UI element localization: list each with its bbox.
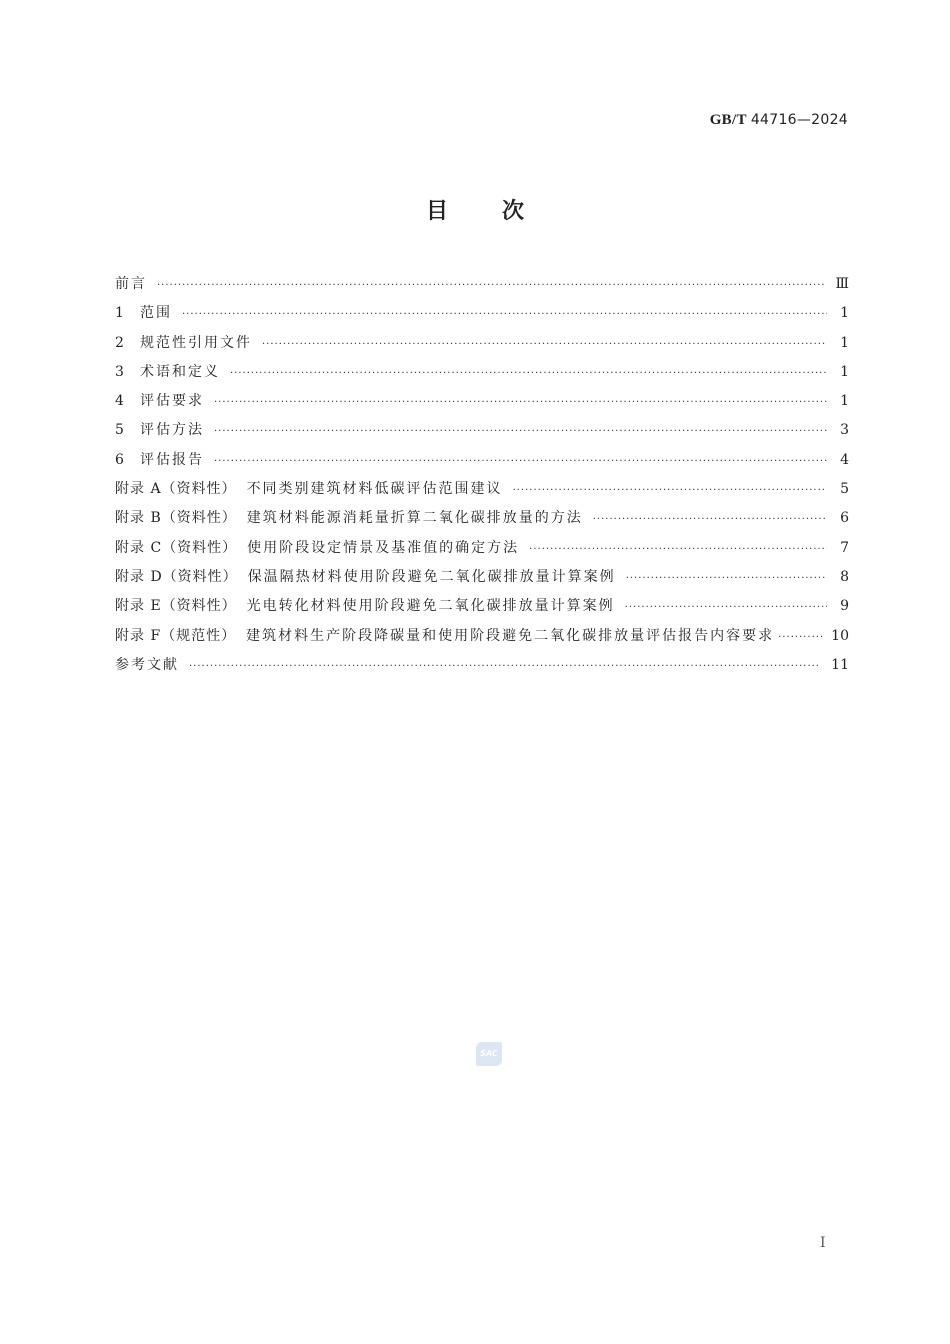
title-char-2: 次: [502, 199, 525, 224]
toc-page: 5: [840, 481, 849, 498]
toc-label: 范围: [140, 305, 172, 322]
toc-entry-references[interactable]: [115, 651, 849, 680]
toc-entry-3[interactable]: [115, 358, 849, 387]
toc-page: 9: [840, 598, 849, 615]
dot-leader: [214, 447, 827, 476]
toc-page: 8: [840, 568, 849, 585]
toc-page: 7: [840, 539, 849, 556]
toc-appendix-prefix: 附录 A（资料性）: [115, 481, 237, 498]
toc-number: 2: [115, 334, 124, 351]
toc-entry-appendix-b[interactable]: [115, 504, 849, 533]
toc-number: 3: [115, 363, 124, 380]
toc-number: 1: [115, 305, 124, 322]
toc-label: 光电转化材料使用阶段避免二氧化碳排放量计算案例: [246, 598, 615, 615]
toc-label: 评估方法: [140, 422, 204, 439]
toc-label: 术语和定义: [140, 363, 220, 380]
toc-page: 1: [840, 305, 849, 322]
toc-appendix-prefix: 附录 D（资料性）: [115, 568, 238, 585]
toc-label: 前言: [115, 276, 147, 292]
toc-label: 保温隔热材料使用阶段避免二氧化碳排放量计算案例: [247, 568, 616, 585]
standard-prefix: GB/T: [709, 112, 747, 128]
toc-entry-5[interactable]: [115, 416, 849, 445]
toc-page: 3: [840, 422, 849, 439]
toc-appendix-prefix: 附录 F（规范性）: [115, 627, 237, 644]
toc-label: 不同类别建筑材料低碳评估范围建议: [246, 481, 503, 498]
toc-page: 1: [840, 334, 849, 351]
toc-label: 评估要求: [140, 393, 204, 410]
toc-entry-4[interactable]: [115, 387, 849, 416]
toc-appendix-prefix: 附录 B（资料性）: [115, 510, 237, 527]
dot-leader: [214, 417, 827, 446]
dot-leader: [182, 300, 827, 329]
toc-page: 11: [831, 656, 849, 673]
toc-page: 1: [840, 363, 849, 380]
dot-leader: [593, 505, 827, 534]
dot-leader: [157, 271, 825, 300]
toc-label: 使用阶段设定情景及基准值的确定方法: [247, 539, 520, 556]
dot-leader: [189, 652, 821, 681]
page-number: Ⅰ: [820, 1235, 826, 1251]
toc-label: 参考文献: [115, 656, 179, 673]
dot-leader: [230, 359, 827, 388]
toc-label: 评估报告: [140, 451, 204, 468]
toc-entry-1[interactable]: [115, 299, 849, 328]
toc-entry-foreword[interactable]: [115, 270, 849, 299]
standard-number: [710, 112, 848, 129]
dot-leader: [778, 623, 823, 652]
toc-entry-appendix-a[interactable]: [115, 475, 849, 504]
toc-number: 4: [115, 393, 124, 410]
standard-code: 44716—2024: [750, 112, 848, 128]
dot-leader: [513, 476, 827, 505]
toc-label: 建筑材料能源消耗量折算二氧化碳排放量的方法: [246, 510, 583, 527]
dot-leader: [625, 593, 827, 622]
toc-number: 6: [115, 451, 124, 468]
toc-label: 规范性引用文件: [140, 334, 252, 351]
toc-page: 4: [840, 451, 849, 468]
toc-label: 建筑材料生产阶段降碳量和使用阶段避免二氧化碳排放量评估报告内容要求: [246, 627, 775, 644]
table-of-contents: [115, 270, 849, 680]
toc-appendix-prefix: 附录 C（资料性）: [115, 539, 238, 556]
toc-entry-appendix-e[interactable]: [115, 592, 849, 621]
toc-entry-appendix-d[interactable]: [115, 563, 849, 592]
toc-page: Ⅲ: [835, 276, 849, 292]
toc-entry-appendix-c[interactable]: [115, 534, 849, 563]
toc-appendix-prefix: 附录 E（资料性）: [115, 598, 237, 615]
toc-page: 6: [840, 510, 849, 527]
sac-watermark-logo: SAC: [476, 1042, 502, 1066]
dot-leader: [529, 535, 827, 564]
toc-entry-appendix-f[interactable]: [115, 622, 849, 651]
page-title: [0, 194, 950, 225]
dot-leader: [626, 564, 827, 593]
toc-page: 1: [840, 393, 849, 410]
title-char-1: 目: [425, 199, 448, 224]
toc-page: 10: [831, 627, 849, 644]
dot-leader: [214, 388, 827, 417]
toc-entry-2[interactable]: [115, 329, 849, 358]
toc-number: 5: [115, 422, 124, 439]
dot-leader: [262, 330, 827, 359]
toc-entry-6[interactable]: [115, 446, 849, 475]
